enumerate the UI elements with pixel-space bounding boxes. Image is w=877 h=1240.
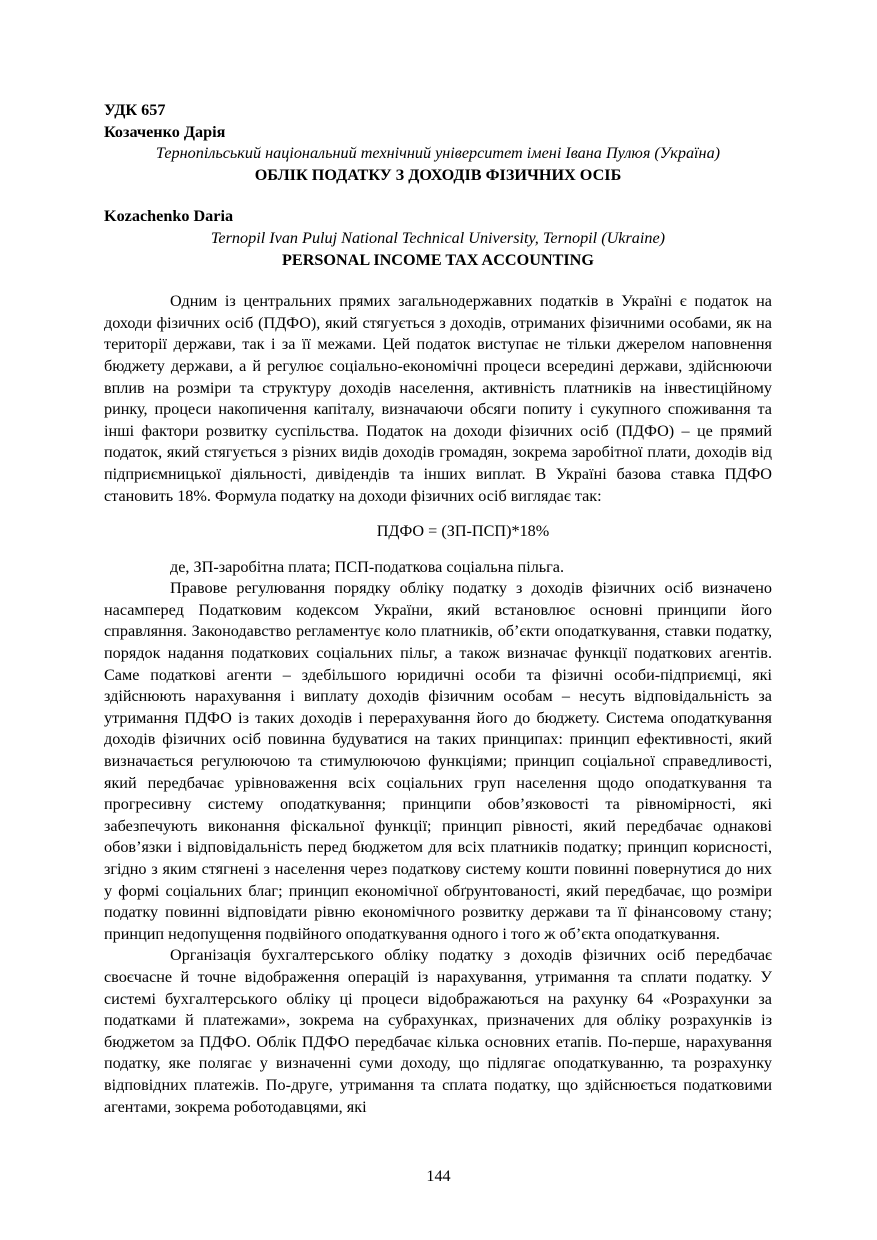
ukrainian-header <box>104 100 772 186</box>
tax-formula: ПДФО = (ЗП-ПСП)*18% <box>376 522 550 541</box>
page-number: 144 <box>426 1167 451 1185</box>
author-name-en: Kozachenko Daria <box>104 207 234 226</box>
article-body <box>104 291 772 1118</box>
paragraph-intro: Одним із центральних прямих загальнодержавних податків в Україні є податок на доходи фізичних осіб (ПДФО), який стягується з доходів, отриманих фізичними особами, як на території держави, так і за її межами. Цей податок виступає не тільки джерелом наповнення бюджету держави, а й регулює соціально-економічні процеси всередині держави, здійснюючи вплив на розміри та структуру доходів населення, активність платників на інвестиційному ринку, процеси накопичення капіталу, визначаючи обсяги попиту і сукупного споживання та інші фактори розвитку суспільства. Податок на доходи фізичних осіб (ПДФО) – це прямий податок, який стягується з різних видів доходів громадян, зокрема заробітної плати, доходів від підприємницької діяльності, дивідендів та інших виплат. В Україні базова ставка ПДФО становить 18%. Формула податку на доходи фізичних осіб виглядає так: <box>104 292 772 505</box>
author-name-ua: Козаченко Дарія <box>104 122 226 141</box>
udk-code: УДК 657 <box>104 101 166 119</box>
affiliation-ua: Тернопільський національний технічний університет імені Івана Пулюя (Україна) <box>155 144 721 163</box>
affiliation-en: Ternopil Ivan Puluj National Technical University, Ternopil (Ukraine) <box>210 228 666 247</box>
title-ua: ОБЛІК ПОДАТКУ З ДОХОДІВ ФІЗИЧНИХ ОСІБ <box>254 165 622 184</box>
english-header <box>104 206 772 271</box>
title-en: PERSONAL INCOME TAX ACCOUNTING <box>282 250 594 269</box>
paragraph-accounting: Організація бухгалтерського обліку податку з доходів фізичних осіб передбачає своєчасне й точне відображення операцій із нарахування, утримання та сплати податку. У системі бухгалтерського обліку ці процеси відображаються на рахунку 64 «Розрахунки за податками й платежами», зокрема на субрахунках, призначених для обліку розрахунків із бюджетом за ПДФО. Облік ПДФО передбачає кілька основних етапів. По-перше, нарахування податку, яке полягає у визначенні суми доходу, що підлягає оподаткуванню, та розрахунку відповідних платежів. По-друге, утримання та сплата податку, що здійснюється податковими агентами, зокрема роботодавцями, які <box>104 946 772 1116</box>
formula-legend: де, ЗП-заробітна плата; ПСП-податкова соціальна пільга. <box>170 557 565 576</box>
paragraph-legal-regulation: Правове регулювання порядку обліку податку з доходів фізичних осіб визначено насамперед Податковим кодексом України, який встановлює основні принципи його справляння. Законодавство регламентує коло платників, об’єкти оподаткування, ставки податку, порядок надання податкових соціальних пільг, а також визначає функції податкових агентів. Саме податкові агенти – здебільшого юридичні особи та фізичні особи-підприємці, які здійснюють нарахування і виплату доходів фізичним особам – несуть відповідальність за утримання ПДФО із таких доходів і перерахування його до бюджету. Система оподаткування доходів фізичних осіб повинна будуватися на таких принципах: принцип ефективності, який визначається регулюючою та стимулюючою функціями; принцип соціальної справедливості, який передбачає урівноваження всіх соціальних груп населення щодо оподаткування та прогресивну систему оподаткування; принципи обов’язковості та рівномірності, які забезпечують виконання фіскальної функції; принцип рівності, який передбачає однакові обов’язки і відповідальність перед бюджетом для всіх платників податку; принцип корисності, згідно з яким стягнені з населення через податкову систему кошти повинні повернутися до них у формі соціальних благ; принцип економічної обґрунтованості, який передбачає, що розміри податку повинні відповідати рівню економічного розвитку держави та її фінансовому стану; принцип недопущення подвійного оподаткування одного і того ж об’єкта оподаткування. <box>104 579 772 943</box>
page-content <box>104 100 772 1118</box>
